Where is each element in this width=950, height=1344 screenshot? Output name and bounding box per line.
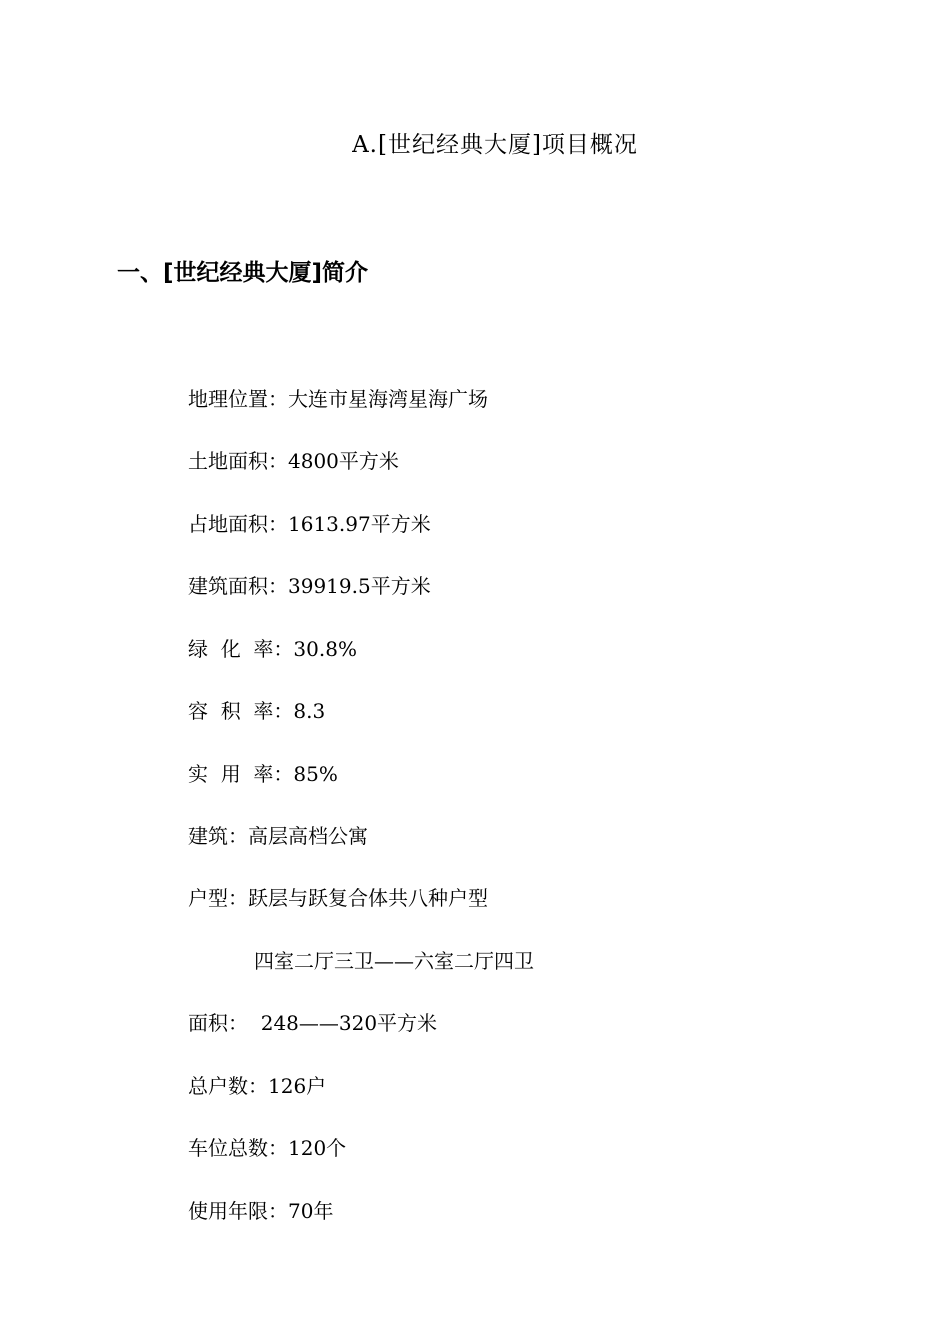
section-heading: 一、[世纪经典大厦]简介 xyxy=(117,260,369,286)
info-line-parking-count: 车位总数：120个 xyxy=(188,1136,347,1160)
info-line-footprint-area: 占地面积：1613.97平方米 xyxy=(188,512,431,536)
info-line-unit-types: 户型：跃层与跃复合体共八种户型 xyxy=(188,886,488,910)
page-title: A.[世纪经典大厦]项目概况 xyxy=(352,132,638,158)
info-line-household-count: 总户数：126户 xyxy=(188,1074,327,1098)
info-line-green-ratio: 绿 化 率：30.8% xyxy=(188,637,357,661)
info-line-usage-term: 使用年限：70年 xyxy=(188,1199,334,1223)
info-line-unit-area: 面积： 248——320平方米 xyxy=(188,1011,438,1035)
info-line-unit-range: 四室二厅三卫——六室二厅四卫 xyxy=(254,949,534,973)
info-line-usable-ratio: 实 用 率：85% xyxy=(188,762,338,786)
info-line-building-area: 建筑面积：39919.5平方米 xyxy=(188,574,431,598)
info-line-land-area: 土地面积：4800平方米 xyxy=(188,449,399,473)
info-line-building-type: 建筑：高层高档公寓 xyxy=(188,824,368,848)
info-line-location: 地理位置：大连市星海湾星海广场 xyxy=(188,387,488,411)
info-line-plot-ratio: 容 积 率：8.3 xyxy=(188,699,326,723)
